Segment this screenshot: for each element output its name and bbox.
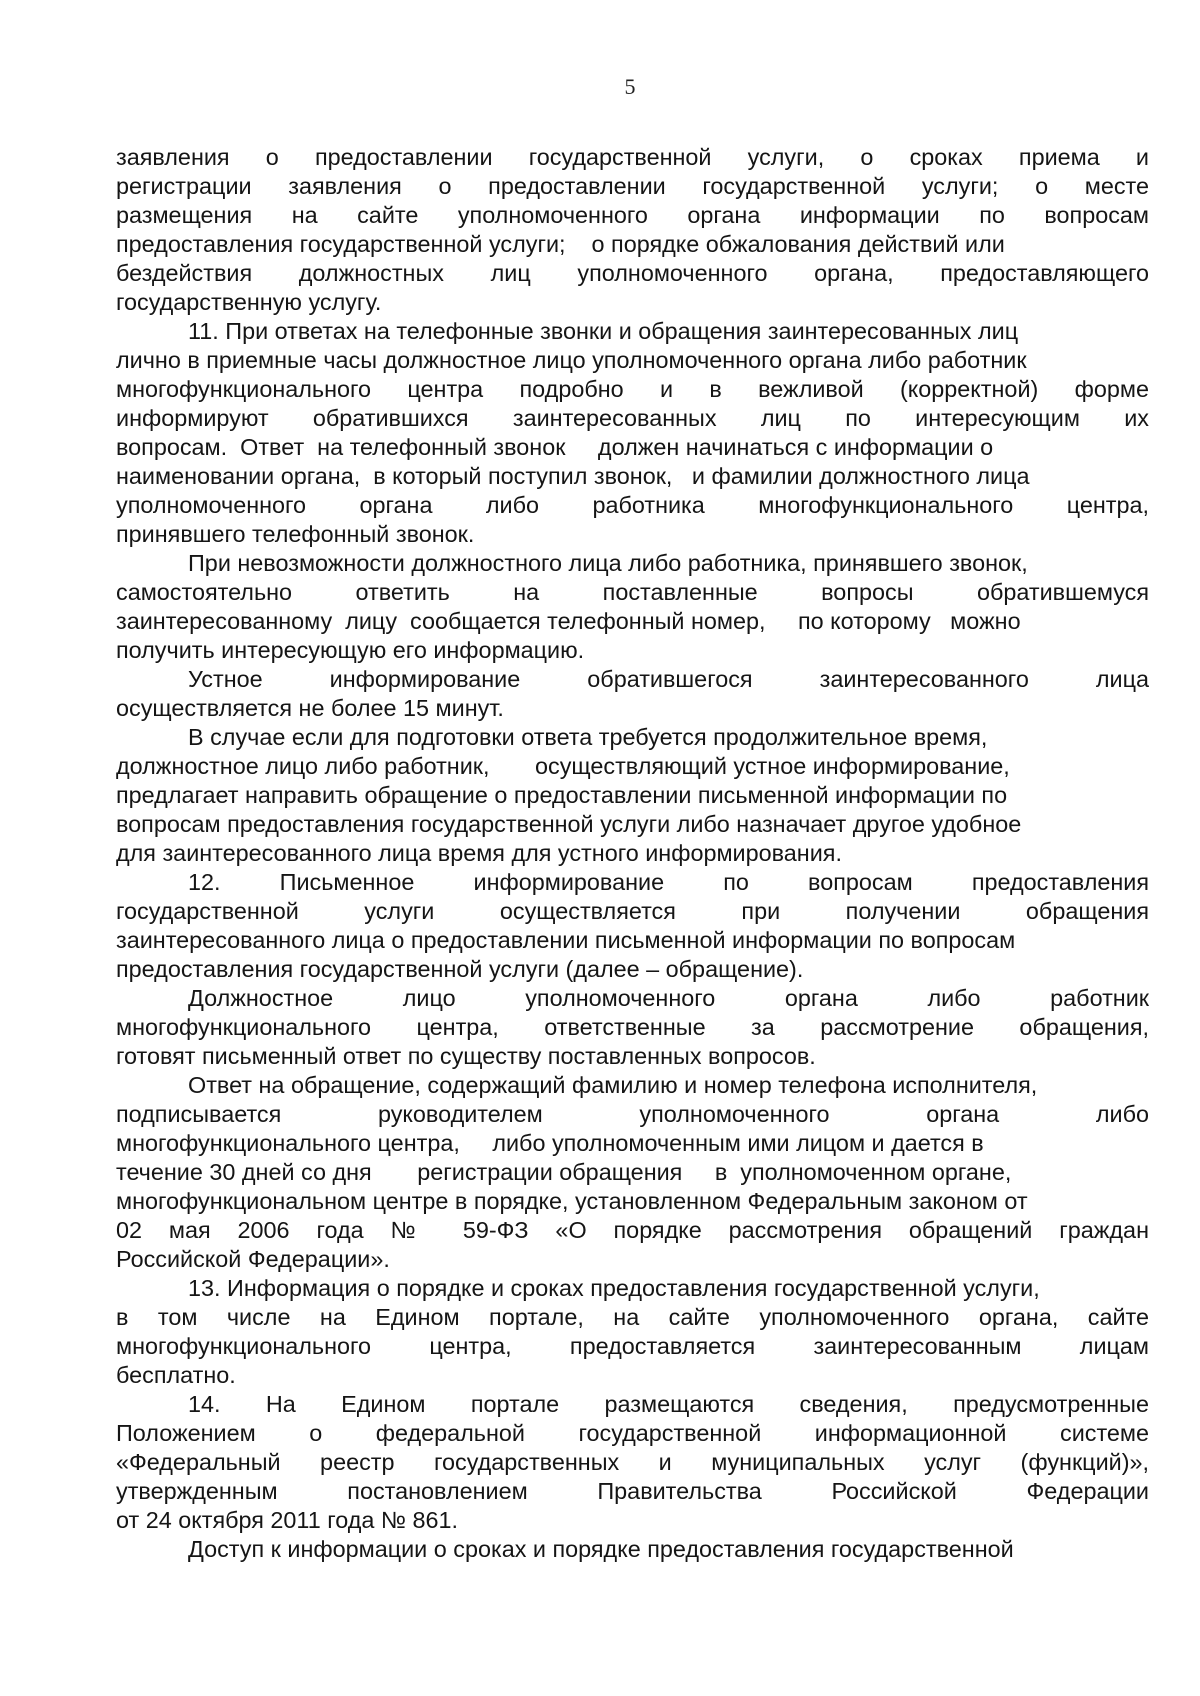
text-line: Устное информирование обратившегося заинтересованного лица	[188, 666, 1149, 692]
text-line: заявления о предоставлении государственной услуги, о сроках приема и	[116, 144, 1149, 170]
page-number: 5	[624, 74, 636, 99]
text-line: государственной услуги осуществляется при получении обращения	[116, 898, 1149, 924]
text-line: осуществляется не более 15 минут.	[116, 695, 504, 721]
text-line: информируют обратившихся заинтересованных лиц по интересующим их	[116, 405, 1149, 431]
text-line: В случае если для подготовки ответа требуется продолжительное время,	[188, 724, 988, 750]
text-line: Российской Федерации».	[116, 1246, 390, 1272]
text-line: 11. При ответах на телефонные звонки и обращения заинтересованных лиц	[188, 318, 1019, 344]
text-line: размещения на сайте уполномоченного органа информации по вопросам	[116, 202, 1149, 228]
text-line: 13. Информация о порядке и сроках предоставления государственной услуги,	[188, 1275, 1040, 1301]
text-line: уполномоченного органа либо работника многофункционального центра,	[116, 492, 1149, 518]
text-line: утвержденным постановлением Правительства Российской Федерации	[116, 1478, 1149, 1504]
text-line: Должностное лицо уполномоченного органа либо работник	[188, 985, 1149, 1011]
text-line: вопросам предоставления государственной услуги либо назначает другое удобное	[116, 811, 1022, 837]
text-line: регистрации заявления о предоставлении государственной услуги; о месте	[116, 173, 1149, 199]
text-line: готовят письменный ответ по существу поставленных вопросов.	[116, 1043, 816, 1069]
text-line: получить интересующую его информацию.	[116, 637, 585, 663]
text-line: многофункционального центра, ответственные за рассмотрение обращения,	[116, 1014, 1149, 1040]
text-line: 12. Письменное информирование по вопросам предоставления	[188, 869, 1149, 895]
text-line: течение 30 дней со дня регистрации обращения в уполномоченном органе,	[116, 1159, 1012, 1185]
text-line: Положением о федеральной государственной информационной системе	[116, 1420, 1149, 1446]
text-line: бесплатно.	[116, 1362, 236, 1388]
text-line: При невозможности должностного лица либо работника, принявшего звонок,	[188, 550, 1028, 576]
text-line: предлагает направить обращение о предоставлении письменной информации по	[116, 782, 1008, 808]
text-line: многофункционального центра, предоставляется заинтересованным лицам	[116, 1333, 1149, 1359]
text-line: вопросам. Ответ на телефонный звонок должен начинаться с информации о	[116, 434, 994, 460]
text-line: от 24 октября 2011 года № 861.	[116, 1507, 458, 1533]
text-line: наименовании органа, в который поступил звонок, и фамилии должностного лица	[116, 463, 1030, 489]
text-line: многофункциональном центре в порядке, установленном Федеральным законом от	[116, 1188, 1028, 1214]
text-line: предоставления государственной услуги; о порядке обжалования действий или	[116, 231, 1005, 257]
text-line: многофункционального центра, либо уполномоченным ими лицом и дается в	[116, 1130, 984, 1156]
text-line: 14. На Едином портале размещаются сведения, предусмотренные	[188, 1391, 1149, 1417]
text-line: предоставления государственной услуги (далее – обращение).	[116, 956, 804, 982]
text-line: Ответ на обращение, содержащий фамилию и номер телефона исполнителя,	[188, 1072, 1038, 1098]
text-line: 02 мая 2006 года № 59-ФЗ «О порядке рассмотрения обращений граждан	[116, 1217, 1149, 1243]
text-line: в том числе на Едином портале, на сайте уполномоченного органа, сайте	[116, 1304, 1149, 1330]
text-line: «Федеральный реестр государственных и муниципальных услуг (функций)»,	[116, 1449, 1149, 1475]
text-line: бездействия должностных лиц уполномоченного органа, предоставляющего	[116, 260, 1149, 286]
text-line: лично в приемные часы должностное лицо уполномоченного органа либо работник	[116, 347, 1027, 373]
text-line: заинтересованному лицу сообщается телефонный номер, по которому можно	[116, 608, 1021, 634]
text-line: самостоятельно ответить на поставленные вопросы обратившемуся	[116, 579, 1149, 605]
text-line: подписывается руководителем уполномоченного органа либо	[116, 1101, 1149, 1127]
text-line: Доступ к информации о сроках и порядке предоставления государственной	[188, 1536, 1014, 1562]
text-line: государственную услугу.	[116, 289, 382, 315]
text-line: многофункционального центра подробно и в вежливой (корректной) форме	[116, 376, 1149, 402]
text-line: принявшего телефонный звонок.	[116, 521, 475, 547]
text-line: для заинтересованного лица время для устного информирования.	[116, 840, 842, 866]
document-body	[116, 143, 1149, 1564]
text-line: должностное лицо либо работник, осуществляющий устное информирование,	[116, 753, 1010, 779]
text-line: заинтересованного лица о предоставлении письменной информации по вопросам	[116, 927, 1016, 953]
